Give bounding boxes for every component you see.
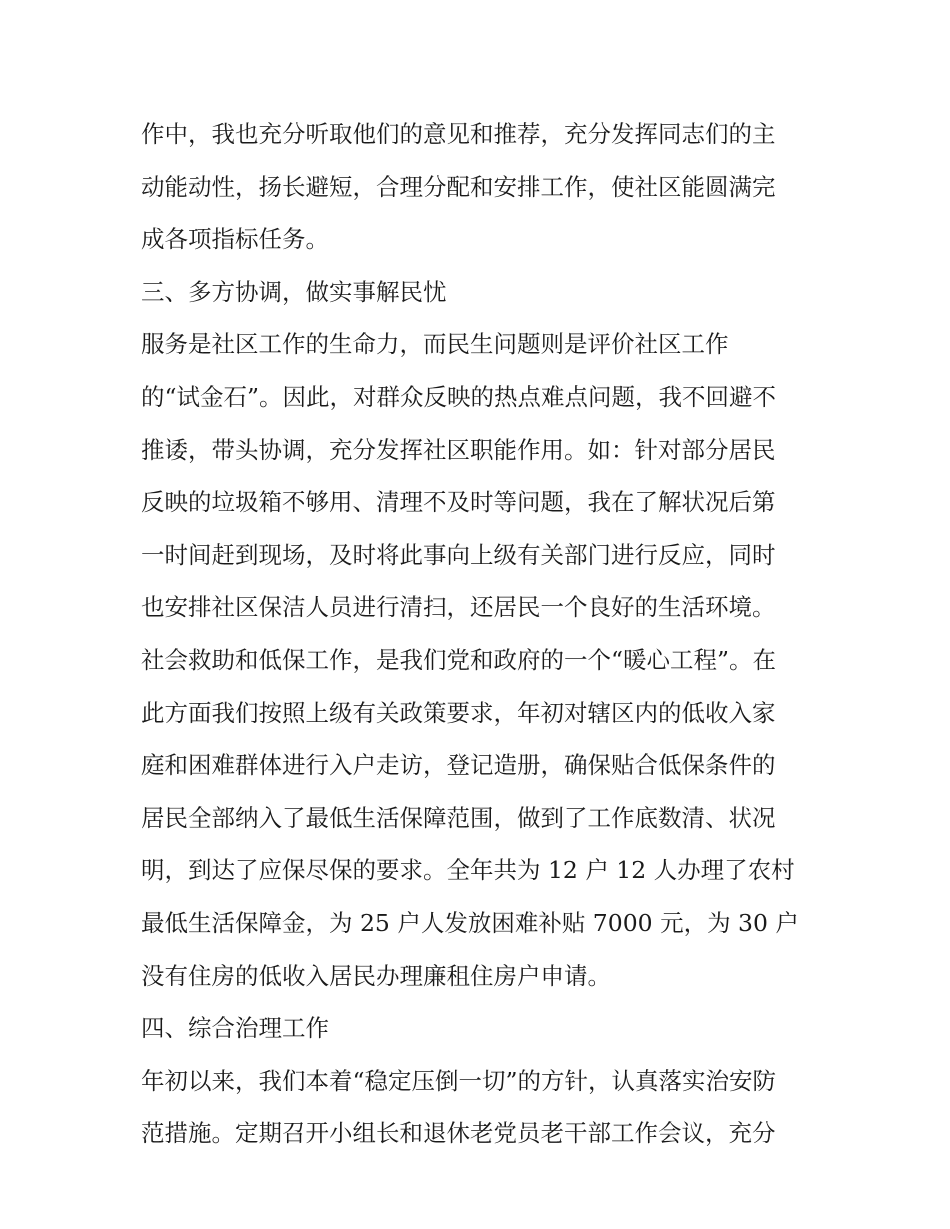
paragraph-line: 反映的垃圾箱不够用、清理不及时等问题，我在了解状况后第 <box>141 488 776 517</box>
paragraph-line: 居民全部纳入了最低生活保障范围，做到了工作底数清、状况 <box>141 803 776 832</box>
paragraph-line: 最低生活保障金，为 25 户人发放困难补贴 7000 元，为 30 户 <box>141 908 799 937</box>
paragraph-line: 推诿，带头协调，充分发挥社区职能作用。如：针对部分居民 <box>141 435 776 464</box>
paragraph-line: 明，到达了应保尽保的要求。全年共为 12 户 12 人办理了农村 <box>141 856 795 885</box>
paragraph-line: 没有住房的低收入居民办理廉租住房户申请。 <box>141 961 611 990</box>
paragraph-line: 范措施。定期召开小组长和退休老党员老干部工作会议，充分 <box>141 1119 776 1148</box>
paragraph-line: 年初以来，我们本着“稳定压倒一切”的方针，认真落实治安防 <box>141 1066 777 1095</box>
section-heading: 三、多方协调，做实事解民忧 <box>141 277 447 306</box>
paragraph-line: 服务是社区工作的生命力，而民生问题则是评价社区工作 <box>141 330 729 359</box>
paragraph-line: 的“试金石”。因此，对群众反映的热点难点问题，我不回避不 <box>141 382 777 411</box>
paragraph-line: 社会救助和低保工作，是我们党和政府的一个“暖心工程”。在 <box>141 645 777 674</box>
paragraph-line: 作中，我也充分听取他们的意见和推荐，充分发挥同志们的主 <box>141 120 776 148</box>
paragraph-line: 动能动性，扬长避短，合理分配和安排工作，使社区能圆满完 <box>141 172 776 201</box>
paragraph-line: 此方面我们按照上级有关政策要求，年初对辖区内的低收入家 <box>141 698 776 727</box>
paragraph-line: 一时间赶到现场，及时将此事向上级有关部门进行反应，同时 <box>141 540 776 569</box>
paragraph-line: 庭和困难群体进行入户走访，登记造册，确保贴合低保条件的 <box>141 751 776 780</box>
paragraph-line: 成各项指标任务。 <box>141 225 329 254</box>
paragraph-line: 也安排社区保洁人员进行清扫，还居民一个良好的生活环境。 <box>141 593 776 622</box>
section-heading: 四、综合治理工作 <box>141 1014 329 1043</box>
document-body <box>141 108 821 1160</box>
